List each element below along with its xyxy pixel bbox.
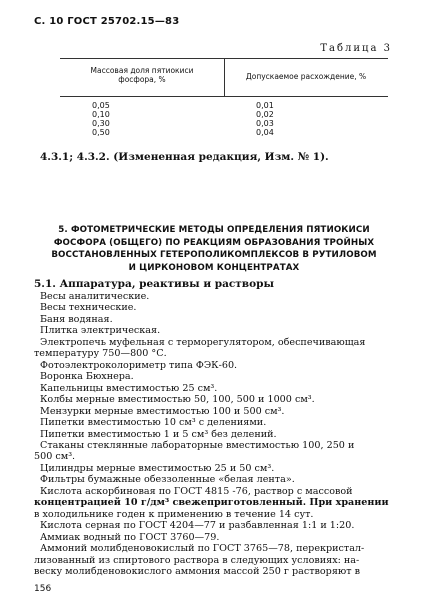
body-line: Аммиак водный по ГОСТ 3760—79. bbox=[40, 531, 220, 543]
body-line: Фильтры бумажные обеззоленные «белая лента». bbox=[40, 474, 295, 486]
table-column-header-mass-fraction bbox=[60, 66, 224, 84]
body-line: Цилиндры мерные вместимостью 25 и 50 см³. bbox=[40, 462, 275, 474]
body-line: Аммоний молибденовокислый по ГОСТ 3765—78, перекристал- bbox=[40, 543, 365, 555]
table-header-rule bbox=[60, 96, 388, 97]
body-line: Весы аналитические. bbox=[40, 291, 150, 302]
table-cell: 0,10 bbox=[92, 110, 110, 119]
body-line: веску молибденовокислого аммония массой 250 г растворяют в bbox=[34, 566, 360, 577]
table-cell: 0,04 bbox=[256, 128, 274, 137]
body-line: Пипетки вместимостью 10 см³ с делениями. bbox=[40, 417, 267, 429]
body-line: Плитка электрическая. bbox=[40, 325, 161, 337]
body-line: в холодильнике годен к применению в течение 14 сут. bbox=[34, 508, 314, 520]
body-line: Колбы мерные вместимостью 50, 100, 500 и 1000 см³. bbox=[40, 394, 315, 406]
table-cell: 0,50 bbox=[92, 128, 110, 137]
body-line: лизованный из спиртового раствора в следующих условиях: на- bbox=[34, 554, 360, 566]
body-line: Мензурки мерные вместимостью 100 и 500 см³. bbox=[40, 405, 285, 417]
page-number: 156 bbox=[34, 584, 52, 594]
section-title-line: ФОСФОРА (ОБЩЕГО) ПО РЕАКЦИЯМ ОБРАЗОВАНИЯ ТРОЙНЫХ bbox=[53, 237, 375, 248]
body-line: Стаканы стеклянные лабораторные вместимостью 100, 250 и bbox=[40, 439, 355, 451]
body-line: Баня водяная. bbox=[40, 313, 113, 325]
table-cell: 0,05 bbox=[92, 101, 110, 110]
amendment-note: 4.3.1; 4.3.2. (Измененная редакция, Изм. № 1). bbox=[40, 151, 329, 163]
body-line: Воронка Бюхнера. bbox=[40, 371, 134, 383]
section-title-line: И ЦИРКОНОВОМ КОНЦЕНТРАТАХ bbox=[128, 262, 300, 273]
body-line: Капельницы вместимостью 25 см³. bbox=[40, 382, 218, 394]
section-title-line: ВОССТАНОВЛЕННЫХ ГЕТЕРОПОЛИКОМПЛЕКСОВ В РУТИЛОВОМ bbox=[51, 250, 377, 260]
table-caption: Таблица 3 bbox=[320, 43, 392, 54]
table-column-header-tolerance: Допускаемое расхождение, % bbox=[245, 72, 367, 81]
section-title-line: 5. ФОТОМЕТРИЧЕСКИЕ МЕТОДЫ ОПРЕДЕЛЕНИЯ ПЯТИОКИСИ bbox=[58, 225, 370, 235]
table-cell: 0,01 bbox=[256, 101, 274, 110]
table-cell: 0,02 bbox=[256, 110, 274, 119]
body-line: концентрацией 10 г/дм³ свежеприготовленный. При хранении bbox=[34, 497, 389, 509]
running-header: С. 10 ГОСТ 25702.15—83 bbox=[34, 16, 180, 27]
body-line: Кислота серная по ГОСТ 4204—77 и разбавленная 1:1 и 1:20. bbox=[40, 520, 355, 532]
body-line: Весы технические. bbox=[40, 302, 137, 314]
table-3 bbox=[60, 58, 388, 140]
table-cell: 0,30 bbox=[92, 119, 110, 128]
body-line: 500 см³. bbox=[34, 451, 76, 463]
column-header-line: Массовая доля пятиокиси bbox=[90, 66, 194, 75]
body-line: Электропечь муфельная с терморегулятором, обеспечивающая bbox=[40, 336, 366, 348]
body-line: температуру 750—800 °С. bbox=[34, 348, 167, 360]
section-title bbox=[34, 224, 394, 274]
column-header-line: фосфора, % bbox=[118, 75, 166, 84]
body-line: Кислота аскорбиновая по ГОСТ 4815 -76, раствор с массовой bbox=[40, 485, 353, 497]
body-line: Фотоэлектроколориметр типа ФЭК-60. bbox=[40, 359, 238, 371]
body-line: Пипетки вместимостью 1 и 5 см³ без делений. bbox=[40, 428, 277, 440]
subsection-heading: 5.1. Аппаратура, реактивы и растворы bbox=[34, 278, 274, 290]
table-cell: 0,03 bbox=[256, 119, 274, 128]
